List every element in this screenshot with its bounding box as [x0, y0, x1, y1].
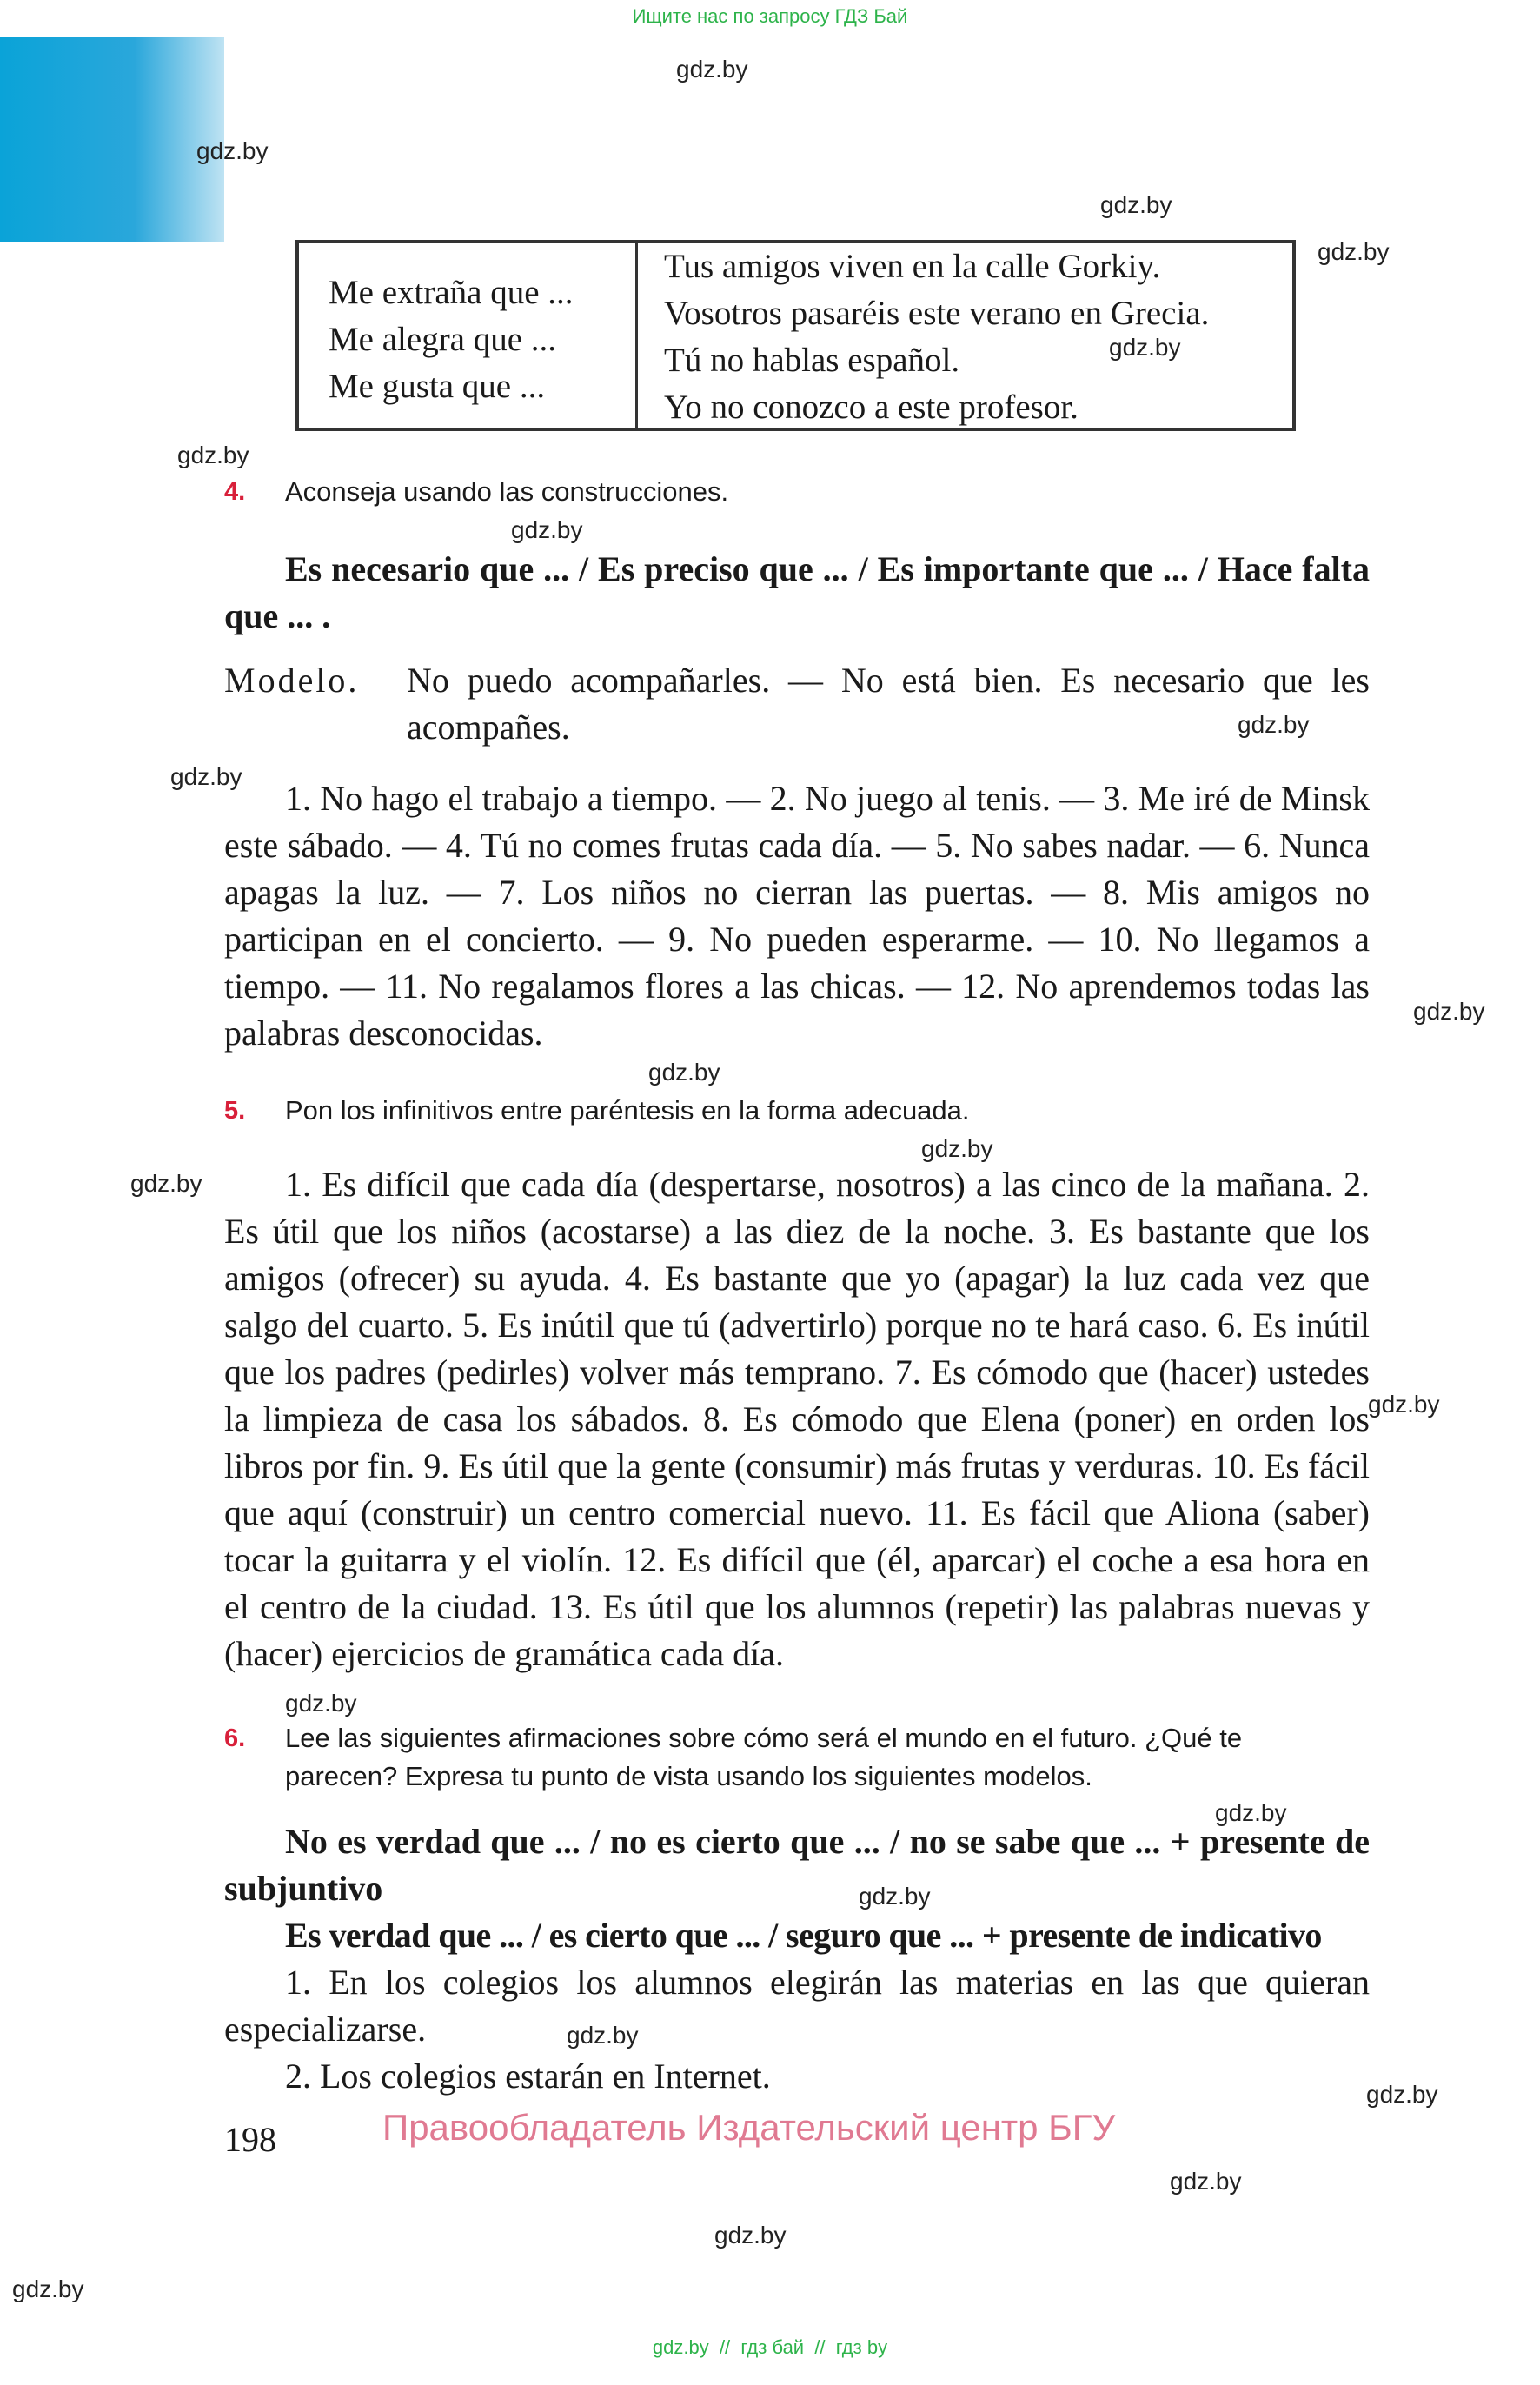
- watermark: gdz.by: [1318, 238, 1390, 265]
- model-label: Modelo.: [224, 661, 360, 700]
- exercise-instruction: Aconseja usando las construcciones.: [285, 476, 729, 507]
- exercise-instruction: Lee las siguientes afirmaciones sobre cómo será el mundo en el futuro. ¿Qué te: [285, 1723, 1243, 1753]
- watermark: gdz.by: [859, 1883, 931, 1910]
- table-right-item: Tú no hablas español.: [664, 342, 960, 379]
- watermark: gdz.by: [1238, 711, 1310, 738]
- table-left-item: Me extraña que ...: [329, 274, 574, 311]
- page-number: 198: [224, 2120, 276, 2159]
- watermark: gdz.by: [1170, 2168, 1242, 2195]
- watermark: gdz.by: [285, 1690, 357, 1717]
- model-text: No puedo acompañarles. — No está bien. Es necesario que les acompañes.: [407, 661, 1370, 747]
- watermark: gdz.by: [177, 442, 249, 468]
- corner-color-tab: [0, 37, 224, 242]
- watermark: gdz.by: [1368, 1391, 1440, 1418]
- watermark: gdz.by: [714, 2222, 787, 2249]
- watermark: gdz.by: [1109, 334, 1181, 361]
- options-table: [295, 240, 1296, 431]
- bottom-links[interactable]: gdz.by // гдз бай // гдз by: [652, 2336, 888, 2358]
- watermark: gdz.by: [921, 1135, 993, 1162]
- exercise-instruction: parecen? Expresa tu punto de vista usando los siguientes modelos.: [285, 1761, 1092, 1791]
- exercise-number: 6.: [224, 1724, 246, 1752]
- constructions-list: Es necesario que ... / Es preciso que ... / Es importante que ... / Hace falta que ... .: [224, 549, 1370, 635]
- watermark: gdz.by: [170, 763, 242, 790]
- watermark: gdz.by: [12, 2275, 84, 2302]
- exercise-text: 1. Es difícil que cada día (despertarse, nosotros) a las cinco de la mañana. 2. Es útil que los niños (acostarse) a las diez de la noche. 3. Es bastante que los amigos (ofrecer) su ayuda. 4. Es bastante que yo (apagar) la luz cada vez que salgo del cuarto. 5. Es inútil que tú (advertirlo) porque no te hará caso. 6. Es inútil que los padres (pedirles) volver más temprano. 7. Es cómodo que (hacer) ustedes la limpieza de casa los sábados. 8. Es cómodo que Elena (poner) en orden los libros por fin. 9. Es útil que la gente (consumir) más frutas y verduras. 10. Es fácil que aquí (construir) un centro comercial nuevo. 11. Es fácil que Aliona (saber) tocar la guitarra y el violín. 12. Es difícil que (él, aparcar) el coche a esa hora en el centro de la ciudad. 13. Es útil que los alumnos (repetir) las palabras nuevas y (hacer) ejercicios de gramática cada día.: [224, 1165, 1370, 1673]
- watermark: gdz.by: [1413, 998, 1485, 1025]
- watermark: gdz.by: [1366, 2081, 1438, 2108]
- watermark: gdz.by: [567, 2022, 639, 2049]
- watermark: gdz.by: [196, 137, 269, 164]
- watermark: gdz.by: [130, 1170, 202, 1197]
- table-left-item: Me alegra que ...: [329, 321, 557, 358]
- copyright-holder: Правообладатель Издательский центр БГУ: [382, 2107, 1116, 2148]
- table-right-item: Vosotros pasaréis este verano en Grecia.: [664, 295, 1210, 332]
- constructions-list: No es verdad que ... / no es cierto que ... / no se sabe que ... + presente de subjuntivo: [224, 1822, 1370, 1908]
- constructions-list: Es verdad que ... / es cierto que ... / seguro que ... + presente de indicativo: [285, 1916, 1322, 1955]
- watermark: gdz.by: [1215, 1799, 1287, 1826]
- table-left-item: Me gusta que ...: [329, 368, 546, 405]
- watermark: gdz.by: [676, 56, 748, 83]
- exercise-item: 1. En los colegios los alumnos elegirán las materias en las que quieran especializarse.: [224, 1963, 1370, 2049]
- watermark: gdz.by: [511, 516, 583, 543]
- top-banner[interactable]: Ищите нас по запросу ГДЗ Бай: [632, 5, 908, 27]
- table-right-item: Yo no conozco a este profesor.: [664, 389, 1079, 426]
- exercise-number: 4.: [224, 478, 246, 506]
- table-left-column: [299, 243, 638, 428]
- exercise-instruction: Pon los infinitivos entre paréntesis en la forma adecuada.: [285, 1095, 970, 1126]
- exercise-text: 1. No hago el trabajo a tiempo. — 2. No juego al tenis. — 3. Me iré de Minsk este sábado. — 4. Tú no comes frutas cada día. — 5. No sabes nadar. — 6. Nunca apagas la luz. — 7. Los niños no cierran las puertas. — 8. Mis amigos no participan en el concierto. — 9. No pueden esperarme. — 10. No llegamos a tiempo. — 11. No regalamos flores a las chicas. — 12. No aprendemos todas las palabras desconocidas.: [224, 779, 1370, 1053]
- exercise-number: 5.: [224, 1097, 246, 1125]
- table-right-item: Tus amigos viven en la calle Gorkiy.: [664, 248, 1161, 285]
- watermark: gdz.by: [1100, 191, 1172, 218]
- watermark: gdz.by: [648, 1059, 720, 1086]
- exercise-item: 2. Los colegios estarán en Internet.: [285, 2056, 771, 2096]
